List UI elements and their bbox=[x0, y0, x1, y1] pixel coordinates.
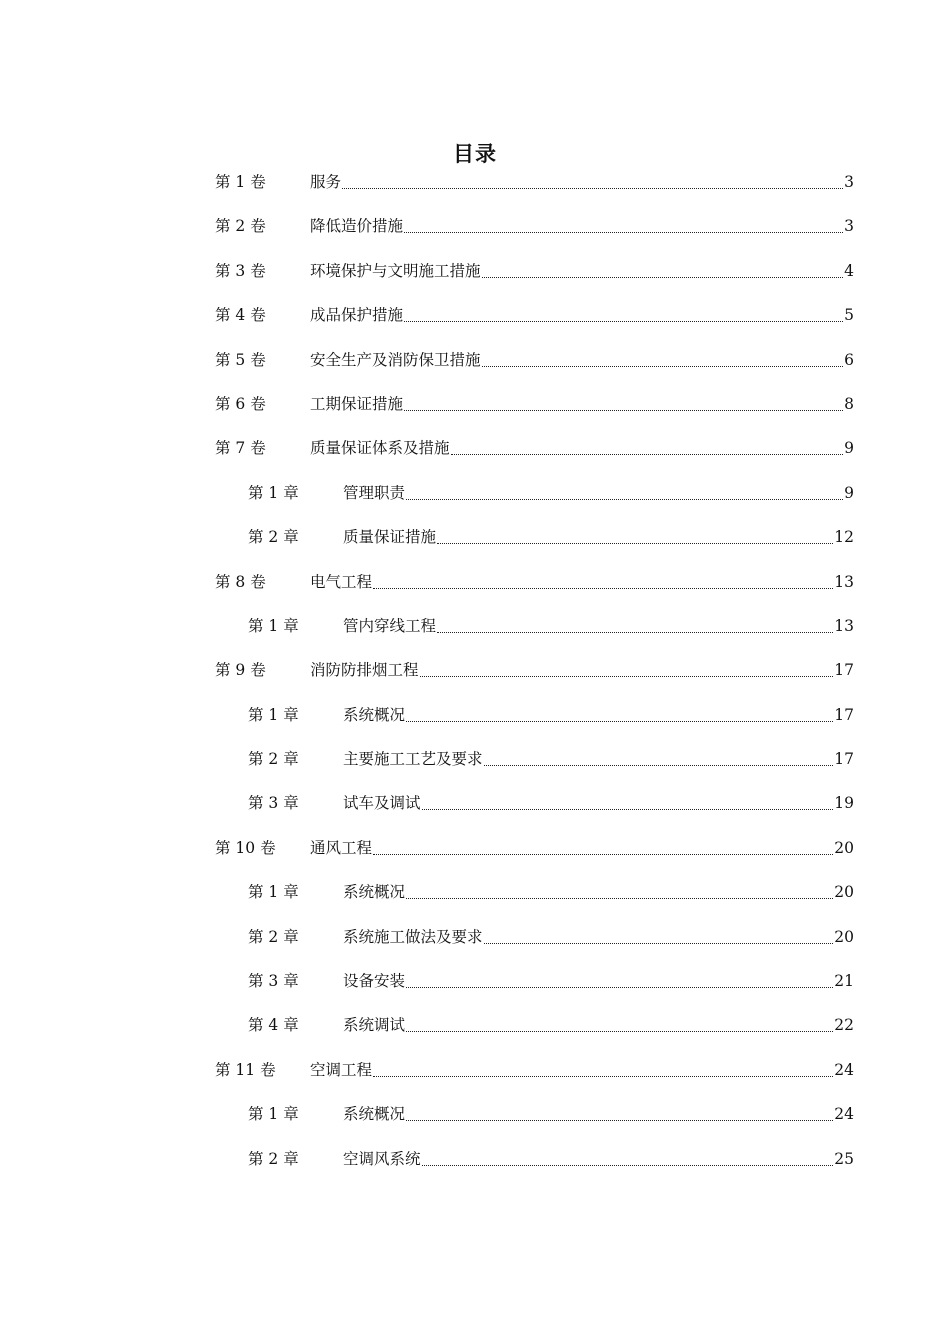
toc-dot-leader bbox=[404, 303, 843, 327]
toc-dot-leader bbox=[342, 170, 843, 194]
toc-entry-number: 第 1 章 bbox=[248, 705, 299, 724]
toc-entry-page-number: 22 bbox=[834, 1016, 854, 1035]
toc-entry-page-number: 17 bbox=[834, 750, 854, 769]
toc-entry-number: 第 10 卷 bbox=[215, 838, 276, 857]
toc-entry-page-number: 20 bbox=[834, 927, 854, 946]
toc-entry-number: 第 11 卷 bbox=[215, 1060, 276, 1079]
toc-entry[interactable] bbox=[0, 703, 950, 747]
toc-entry[interactable] bbox=[0, 570, 950, 614]
toc-entry-page-number: 25 bbox=[834, 1149, 854, 1168]
toc-title: 目录 bbox=[453, 142, 497, 167]
toc-entry-page-number: 3 bbox=[844, 173, 854, 191]
toc-entry-number: 第 9 卷 bbox=[215, 661, 266, 680]
toc-entry-number: 第 7 卷 bbox=[215, 439, 266, 458]
toc-entry-number: 第 2 卷 bbox=[215, 217, 266, 236]
toc-entry-page-number: 8 bbox=[844, 394, 854, 413]
toc-entry-number: 第 2 章 bbox=[248, 750, 299, 769]
toc-entry[interactable] bbox=[0, 1013, 950, 1057]
toc-entry-page-number: 20 bbox=[834, 838, 854, 857]
toc-dot-leader bbox=[373, 1058, 833, 1082]
toc-entry[interactable] bbox=[0, 525, 950, 569]
toc-entry-title: 管内穿线工程 bbox=[343, 616, 437, 635]
toc-entry[interactable] bbox=[0, 969, 950, 1013]
toc-entry-title: 系统概况 bbox=[343, 1105, 406, 1124]
toc-entry-title: 成品保护措施 bbox=[310, 306, 404, 325]
toc-entry-page-number: 4 bbox=[844, 261, 854, 280]
toc-entry-title: 管理职责 bbox=[343, 483, 406, 502]
toc-entry[interactable] bbox=[0, 614, 950, 658]
toc-entry-number: 第 2 章 bbox=[248, 927, 299, 946]
toc-entry-title: 系统施工做法及要求 bbox=[343, 927, 483, 946]
toc-entry-page-number: 17 bbox=[834, 705, 854, 724]
toc-entry-number: 第 1 章 bbox=[248, 483, 299, 502]
toc-entry-title: 消防防排烟工程 bbox=[310, 661, 419, 680]
toc-entry-number: 第 3 章 bbox=[248, 794, 299, 813]
toc-dot-leader bbox=[406, 969, 833, 993]
toc-entry[interactable] bbox=[0, 303, 950, 347]
toc-entry-page-number: 20 bbox=[834, 883, 854, 902]
toc-dot-leader bbox=[451, 436, 844, 460]
toc-entry-page-number: 12 bbox=[834, 528, 854, 547]
toc-dot-leader bbox=[437, 614, 833, 638]
toc-dot-leader bbox=[373, 836, 833, 860]
toc-entry[interactable] bbox=[0, 791, 950, 835]
toc-entry-number: 第 2 章 bbox=[248, 1149, 299, 1168]
toc-dot-leader bbox=[404, 214, 843, 238]
table-of-contents bbox=[0, 170, 950, 1191]
toc-entry-page-number: 6 bbox=[844, 350, 854, 369]
toc-entry-number: 第 1 章 bbox=[248, 1105, 299, 1124]
toc-entry-title: 降低造价措施 bbox=[310, 217, 404, 236]
toc-entry-title: 空调工程 bbox=[310, 1060, 373, 1079]
toc-entry-number: 第 1 章 bbox=[248, 616, 299, 635]
toc-entry-page-number: 3 bbox=[844, 217, 854, 236]
toc-entry-page-number: 5 bbox=[844, 306, 854, 325]
toc-entry-title: 主要施工工艺及要求 bbox=[343, 750, 483, 769]
toc-entry-number: 第 3 卷 bbox=[215, 261, 266, 280]
toc-entry-page-number: 9 bbox=[844, 439, 854, 458]
toc-entry-page-number: 24 bbox=[834, 1105, 854, 1124]
toc-entry[interactable] bbox=[0, 1147, 950, 1191]
toc-entry-number: 第 1 卷 bbox=[215, 173, 266, 191]
toc-entry-page-number: 19 bbox=[834, 794, 854, 813]
toc-entry-title: 服务 bbox=[310, 173, 342, 191]
toc-entry-number: 第 4 卷 bbox=[215, 306, 266, 325]
toc-entry-title: 设备安装 bbox=[343, 972, 406, 991]
toc-entry[interactable] bbox=[0, 747, 950, 791]
toc-entry-page-number: 13 bbox=[834, 572, 854, 591]
toc-entry-title: 空调风系统 bbox=[343, 1149, 421, 1168]
toc-dot-leader bbox=[420, 658, 834, 682]
toc-entry[interactable] bbox=[0, 392, 950, 436]
toc-dot-leader bbox=[482, 348, 844, 372]
toc-dot-leader bbox=[484, 747, 834, 771]
toc-entry[interactable] bbox=[0, 170, 950, 214]
toc-entry-number: 第 8 卷 bbox=[215, 572, 266, 591]
toc-dot-leader bbox=[406, 481, 843, 505]
toc-dot-leader bbox=[422, 1147, 834, 1171]
toc-entry-page-number: 13 bbox=[834, 616, 854, 635]
toc-entry-number: 第 1 章 bbox=[248, 883, 299, 902]
toc-entry-title: 通风工程 bbox=[310, 838, 373, 857]
toc-entry-title: 电气工程 bbox=[310, 572, 373, 591]
toc-entry-page-number: 17 bbox=[834, 661, 854, 680]
toc-entry[interactable] bbox=[0, 1102, 950, 1146]
toc-entry[interactable] bbox=[0, 436, 950, 480]
toc-entry-page-number: 9 bbox=[844, 483, 854, 502]
toc-entry[interactable] bbox=[0, 1058, 950, 1102]
toc-entry[interactable] bbox=[0, 259, 950, 303]
toc-dot-leader bbox=[484, 925, 834, 949]
toc-entry[interactable] bbox=[0, 481, 950, 525]
toc-dot-leader bbox=[373, 570, 833, 594]
toc-entry-page-number: 24 bbox=[834, 1060, 854, 1079]
toc-entry-title: 系统概况 bbox=[343, 883, 406, 902]
toc-entry-number: 第 2 章 bbox=[248, 528, 299, 547]
toc-entry-title: 工期保证措施 bbox=[310, 394, 404, 413]
toc-entry-number: 第 6 卷 bbox=[215, 394, 266, 413]
toc-entry[interactable] bbox=[0, 836, 950, 880]
toc-dot-leader bbox=[406, 1013, 833, 1037]
toc-entry[interactable] bbox=[0, 880, 950, 924]
toc-dot-leader bbox=[404, 392, 843, 416]
toc-entry-title: 质量保证体系及措施 bbox=[310, 439, 450, 458]
toc-entry-title: 环境保护与文明施工措施 bbox=[310, 261, 481, 280]
toc-entry-number: 第 4 章 bbox=[248, 1016, 299, 1035]
toc-entry-number: 第 3 章 bbox=[248, 972, 299, 991]
toc-entry-title: 试车及调试 bbox=[343, 794, 421, 813]
toc-dot-leader bbox=[437, 525, 833, 549]
toc-entry[interactable] bbox=[0, 925, 950, 969]
toc-entry[interactable] bbox=[0, 348, 950, 392]
toc-entry-page-number: 21 bbox=[834, 972, 854, 991]
toc-dot-leader bbox=[406, 703, 833, 727]
toc-entry-title: 系统调试 bbox=[343, 1016, 406, 1035]
toc-dot-leader bbox=[406, 1102, 833, 1126]
toc-entry[interactable] bbox=[0, 214, 950, 258]
toc-entry-number: 第 5 卷 bbox=[215, 350, 266, 369]
toc-entry-title: 系统概况 bbox=[343, 705, 406, 724]
toc-entry-title: 质量保证措施 bbox=[343, 528, 437, 547]
toc-dot-leader bbox=[482, 259, 844, 283]
toc-dot-leader bbox=[422, 791, 834, 815]
toc-entry[interactable] bbox=[0, 658, 950, 702]
toc-entry-title: 安全生产及消防保卫措施 bbox=[310, 350, 481, 369]
toc-dot-leader bbox=[406, 880, 833, 904]
